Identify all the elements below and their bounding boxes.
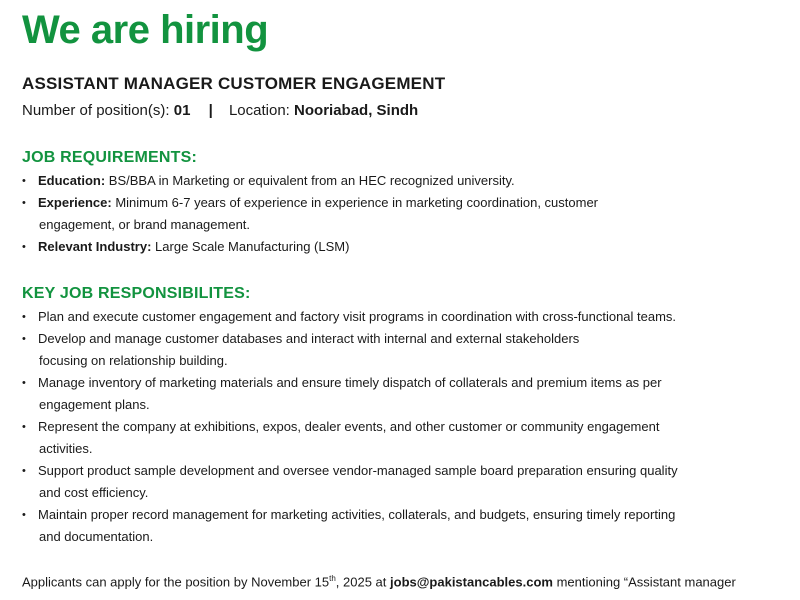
location-value: Nooriabad, Sindh: [294, 102, 419, 119]
job-title: ASSISTANT MANAGER CUSTOMER ENGAGEMENT: [22, 74, 446, 93]
responsibility-text-continued: focusing on relationship building.: [39, 353, 228, 368]
requirement-label: Experience:: [38, 195, 112, 210]
positions-value: 01: [173, 102, 191, 119]
responsibility-text-continued: and documentation.: [39, 529, 154, 544]
list-item: [22, 328, 782, 372]
responsibility-text: Develop and manage customer databases and interact with internal and external stakeholders: [38, 331, 580, 346]
position-meta: [22, 102, 418, 119]
requirements-list: [22, 170, 782, 258]
list-item: [22, 236, 782, 258]
meta-separator: |: [208, 102, 213, 119]
footer-text: Applicants can apply for the position by November 15: [22, 574, 330, 590]
requirement-text: Large Scale Manufacturing (LSM): [155, 239, 350, 254]
list-item: [22, 504, 782, 548]
list-item: [22, 170, 782, 192]
responsibility-text: Maintain proper record management for marketing activities, collaterals, and budgets, ensuring timely reporting: [38, 507, 676, 522]
list-item: [22, 192, 782, 236]
apply-email-link[interactable]: jobs@pakistancables.com: [390, 574, 553, 590]
footer-superscript: th: [329, 574, 336, 583]
footer-text-after: mentioning “Assistant manager: [552, 574, 736, 590]
responsibilities-title: KEY JOB RESPONSIBILITES:: [22, 285, 251, 302]
responsibility-text-continued: engagement plans.: [39, 397, 150, 412]
footer-text-mid: , 2025 at: [335, 574, 391, 590]
responsibility-text-continued: and cost efficiency.: [39, 485, 149, 500]
headline: We are hiring: [22, 8, 269, 52]
positions-label: Number of position(s):: [22, 102, 170, 119]
list-item: [22, 416, 782, 460]
list-item: [22, 460, 782, 504]
responsibility-text-continued: activities.: [39, 441, 93, 456]
requirement-text: BS/BBA in Marketing or equivalent from an HEC recognized university.: [108, 173, 515, 188]
responsibility-text: Plan and execute customer engagement and factory visit programs in coordination with cross-functional teams.: [38, 309, 677, 324]
application-instructions: [22, 574, 736, 589]
responsibility-text: Support product sample development and oversee vendor-managed sample board preparation ensuring quality: [38, 463, 678, 478]
list-item: [22, 372, 782, 416]
responsibility-text: Manage inventory of marketing materials and ensure timely dispatch of collaterals and premium items as per: [38, 375, 662, 390]
responsibilities-list: [22, 306, 782, 548]
requirement-text: Minimum 6-7 years of experience in experience in marketing coordination, customer: [115, 195, 598, 210]
requirement-text-continued: engagement, or brand management.: [39, 217, 251, 232]
requirement-label: Relevant Industry:: [38, 239, 152, 254]
list-item: [22, 306, 782, 328]
location-label: Location:: [228, 102, 290, 119]
responsibility-text: Represent the company at exhibitions, expos, dealer events, and other customer or community engagement: [38, 419, 660, 434]
requirements-title: JOB REQUIREMENTS:: [22, 149, 197, 166]
requirement-label: Education:: [38, 173, 106, 188]
